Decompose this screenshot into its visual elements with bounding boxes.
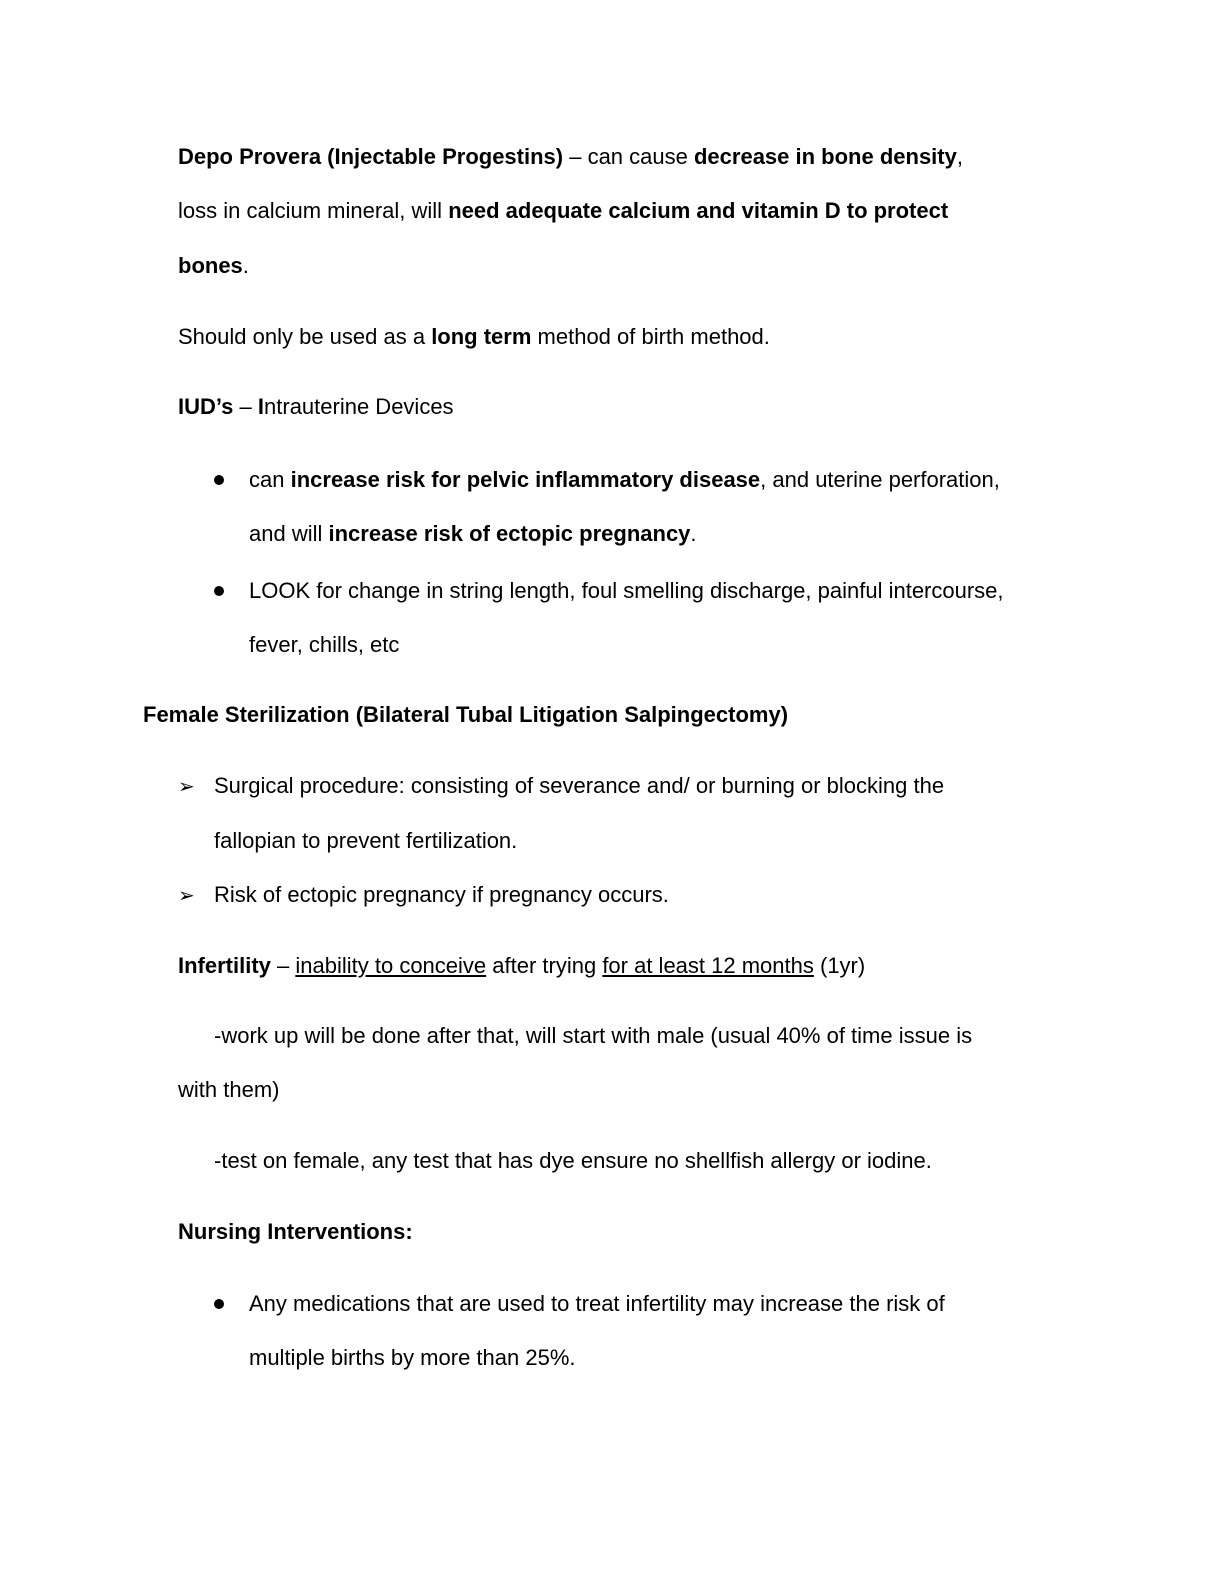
depo-line-3 xyxy=(178,251,249,281)
infertility-workup-line-1: -work up will be done after that, will start with male (usual 40% of time issue is xyxy=(214,1023,973,1048)
depo-title: Depo Provera (Injectable Progestins) xyxy=(178,144,564,169)
bullet-dot-icon xyxy=(214,1299,224,1309)
depo-comma: , xyxy=(956,144,963,169)
bullet-dot-icon xyxy=(214,586,224,596)
iud-bullet-text: can xyxy=(249,467,291,492)
iud-bullet-bold-ectopic: increase risk of ectopic pregnancy xyxy=(328,521,691,546)
depo-line-2 xyxy=(178,196,948,226)
depo-bold-calcium: need adequate calcium and vitamin D to protect xyxy=(448,198,949,223)
nursing-heading-text: Nursing Interventions: xyxy=(178,1219,413,1244)
iud-bullet-2-line-2: fever, chills, etc xyxy=(249,632,400,657)
infertility-dash: – xyxy=(270,953,296,978)
infertility-title: Infertility xyxy=(178,953,271,978)
longterm-text: Should only be used as a xyxy=(178,324,432,349)
iud-bullet-1-line-1 xyxy=(249,465,1000,495)
infertility-underline-months: for at least 12 months xyxy=(602,953,814,978)
iud-heading xyxy=(178,392,454,422)
iud-bullet-bold-pid: increase risk for pelvic inflammatory disease xyxy=(290,467,761,492)
nursing-bullet-1-line-1: Any medications that are used to treat infertility may increase the risk of xyxy=(249,1291,945,1316)
sterilization-item-1-line-1: Surgical procedure: consisting of severance and/ or burning or blocking the xyxy=(214,773,945,798)
iud-bullet-text: and will xyxy=(249,521,329,546)
depo-line-1 xyxy=(178,142,963,172)
iud-subtitle: ntrauterine Devices xyxy=(264,394,454,419)
depo-bold-bone-density: decrease in bone density xyxy=(693,144,957,169)
nursing-bullet-1-line-2: multiple births by more than 25%. xyxy=(249,1345,576,1370)
iud-initial: I xyxy=(257,394,265,419)
iud-dash: – xyxy=(233,394,258,419)
sterilization-heading-text: Female Sterilization (Bilateral Tubal Litigation Salpingectomy) xyxy=(143,702,789,727)
depo-text: loss in calcium mineral, will xyxy=(178,198,449,223)
iud-title: IUD’s xyxy=(178,394,234,419)
sterilization-item-1-line-2: fallopian to prevent fertilization. xyxy=(214,828,518,853)
arrow-bullet-icon: ➢ xyxy=(178,883,195,907)
infertility-text: after trying xyxy=(486,953,603,978)
longterm-text-end: method of birth method. xyxy=(531,324,770,349)
infertility-underline-conceive: inability to conceive xyxy=(295,953,487,978)
iud-bullet-text: , and uterine perforation, xyxy=(760,467,1000,492)
arrow-bullet-icon: ➢ xyxy=(178,774,195,798)
iud-bullet-period: . xyxy=(690,521,697,546)
sterilization-item-2: Risk of ectopic pregnancy if pregnancy occurs. xyxy=(214,882,669,907)
infertility-workup-line-2: with them) xyxy=(178,1077,280,1102)
iud-bullet-2-line-1: LOOK for change in string length, foul smelling discharge, painful intercourse, xyxy=(249,578,1004,603)
iud-bullet-1-line-2 xyxy=(249,519,697,549)
nursing-heading xyxy=(178,1217,413,1247)
depo-text: – can cause xyxy=(563,144,694,169)
longterm-bold: long term xyxy=(431,324,532,349)
bullet-dot-icon xyxy=(214,475,224,485)
sterilization-heading xyxy=(143,700,788,730)
infertility-test-line: -test on female, any test that has dye ensure no shellfish allergy or iodine. xyxy=(214,1148,932,1173)
infertility-text-end: (1yr) xyxy=(813,953,866,978)
depo-bold-bones: bones xyxy=(178,253,243,278)
longterm-line xyxy=(178,322,770,352)
infertility-line xyxy=(178,951,865,981)
depo-period: . xyxy=(242,253,249,278)
